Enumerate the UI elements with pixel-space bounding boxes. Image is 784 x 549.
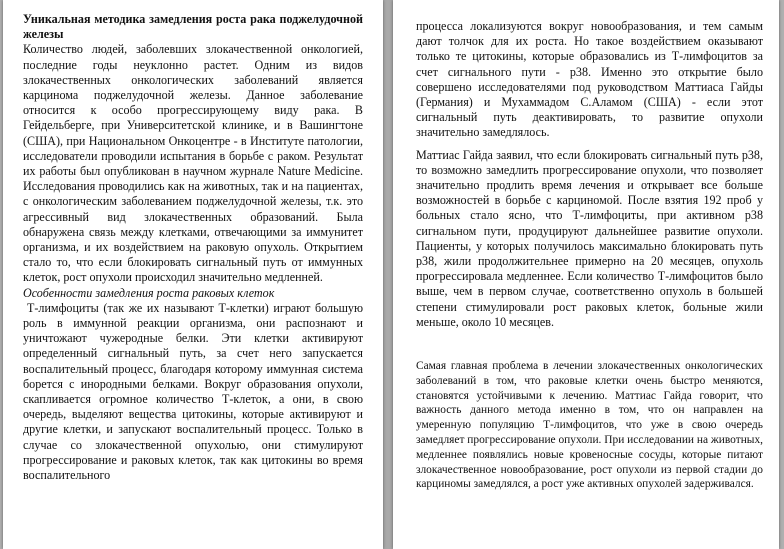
t-cells-paragraph: Т-лимфоциты (так же их называют Т-клетки) играют большую роль в иммунной реакции организма, они распознают и уничтожают чужеродные белки. Эти клетки активируют определенный сигнальный путь, за счет него запускается воспалительный процесс, благодаря которому иммунная система борется с инородными белками. Вокруг образования опухоли, скапливается огромное количество Т-клеток, а они, в свою очередь, выделяют вещества цитокины, которые активируют и другие клетки, и запускают воспалительный процесс. Только в случае со злокачественной опухолью, они стимулируют прогрессирование и раковых клеток, так как цитокины во время воспалительного [23,300,363,483]
gaida-paragraph: Маттиас Гайда заявил, что если блокировать сигнальный путь p38, то возможно замедлить прогрессирование опухоли, что позволяет значительно продлить время лечения и открывает все больше возможностей в борьбе с карциномой. После взятия 192 проб у больных стало ясно, что Т-лимфоциты, при активном p38 сигнальном пути, продуцируют дальнейшее развитие опухоли. Пациенты, у которых получилось максимально блокировать путь p38, жили продолжительнее примерно на 20 месяцев, опухоль прогрессировала медленнее. Если количество Т-лимфоцитов было выше, чем в первом случае, соответственно опухоль в большей степени стимулировали рост раковых клеток, больные жили меньше, около 10 месяцев. [416,147,763,329]
article-title: Уникальная методика замедления роста рака поджелудочной железы [23,12,363,42]
intro-paragraph: Количество людей, заболевших злокачественной онкологией, последние годы неуклонно растет. Одним из видов злокачественных онкологических заболеваний является карцинома поджелудочной железы. Данное заболевание относится к особо прогрессирующему виду рака. В Гейдельберге, при Университетской клинике, и в Вашингтоне (США), при Национальном Онкоцентре - в Институте патологии, исследователи проводили испытания в борьбе с раком. Результат их работы был опубликован в научном журнале Nature Medicine. Исследования проводились как на животных, так и на пациентах, с онкологическим заболеванием поджелудочной железы, т.к. это агрессивный вид злокачественных образований. Была обнаружена связь между клетками, отвечающими за иммунитет организма, и их воздействием на раковую опухоль. Открытием стало то, что если блокировать сигнальный путь от иммунных клеток, рост опухоли происходил значительно медленней. [23,42,363,285]
page-gap [383,0,393,549]
document-page-right [393,0,779,549]
document-page-left [3,0,383,549]
main-problem-paragraph: Самая главная проблема в лечении злокачественных онкологических заболеваний в том, что раковые клетки очень быстро меняются, становятся устойчивыми к лечению. Маттиас Гайда говорит, что важность данного метода именно в том, что он направлен на умеренную популяцию Т-лимфоцитов, что уже в свою очередь замедляет прогрессирование опухоли. При исследовании на животных, медленнее появлялись новые кровеносные сосуды, которые питают злокачественное новообразование, рост опухоли из первой стадии до карциномы замедлялся, а рост уже активных опухолей задерживался. [416,360,763,491]
continuation-paragraph: процесса локализуются вокруг новообразования, и тем самым дают толчок для их роста. Но такое воздействием оказывают только те цитокины, которые образовались из Т-лимфоцитов за счет сигнального пути - p38. Именно это открытие было совершено исследователями под руководством Маттиаса Гайды (Германия) и Мухаммадом С.Аламом (США) - если этот сигнальный путь деактивировать, то развитие опухоли значительно замедлялось. [416,19,763,140]
section-subtitle: Особенности замедления роста раковых клеток [23,285,275,300]
